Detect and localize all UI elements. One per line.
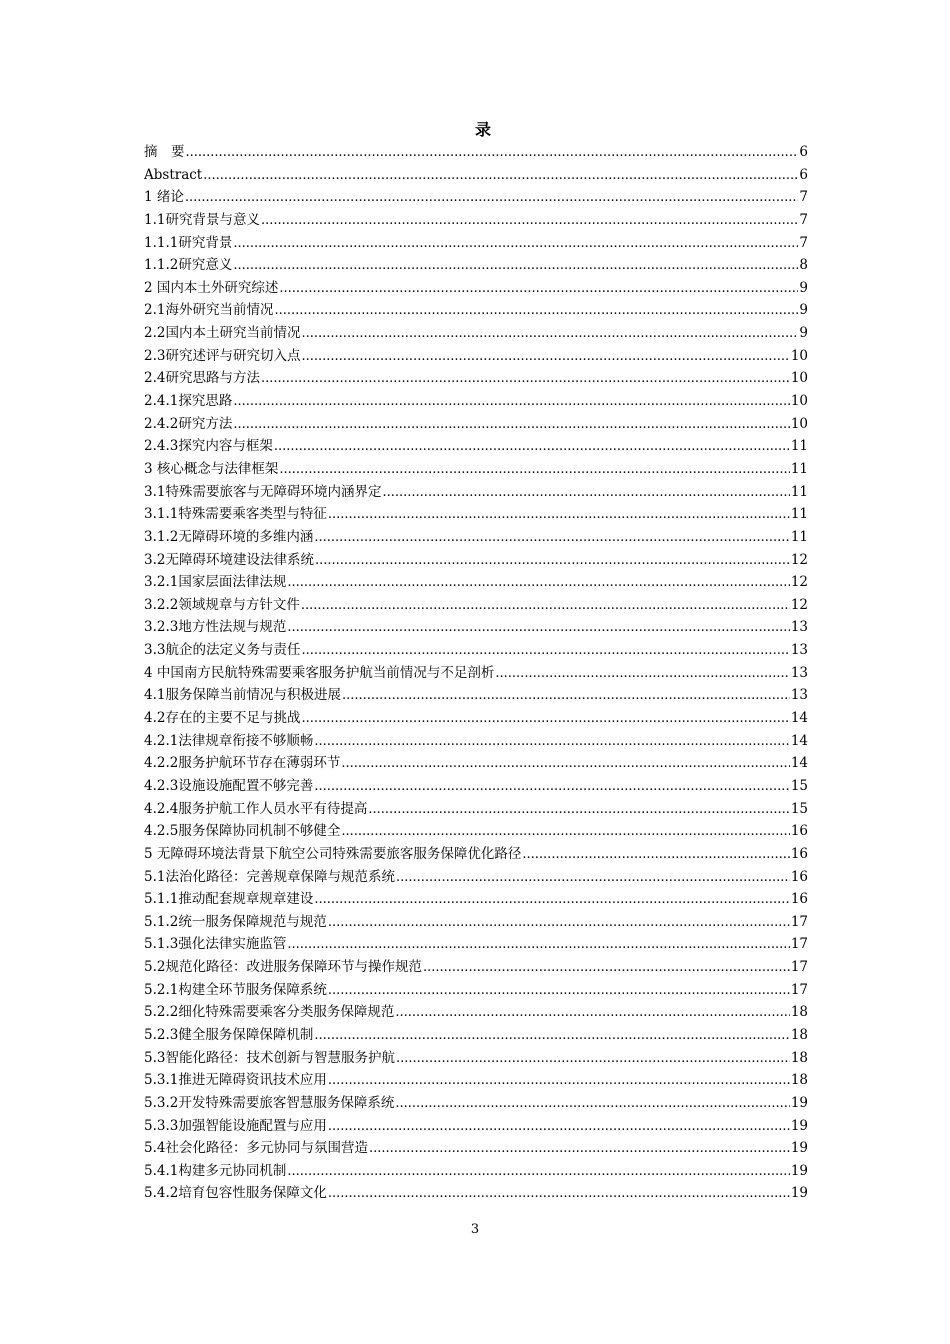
toc-entry-label: 5.1.1推动配套规章规章建设 [144,891,314,908]
toc-entry-label: 5.1法治化路径：完善规章保障与规范系统 [144,868,395,885]
toc-entry-label: 2 国内本土外研究综述 [144,279,279,296]
toc-dot-leader [314,731,789,753]
toc-entry-page-number: 19 [790,1094,808,1111]
toc-dot-leader [328,1116,790,1138]
toc-entry-label: 3.2无障碍环境建设法律系统 [144,551,314,568]
toc-entry-page-number: 6 [799,166,808,183]
toc-dot-leader [328,912,790,934]
toc-entry-page-number: 16 [790,891,808,908]
toc-entry[interactable] [144,186,808,209]
toc-entry-label: 1 绪论 [144,189,184,206]
toc-entry-page-number: 19 [790,1162,808,1179]
toc-entry-page-number: 13 [790,619,808,636]
toc-dot-leader [203,165,798,187]
toc-entry-page-number: 6 [799,144,808,160]
toc-dot-leader [328,1183,790,1205]
toc-entry-label: 4.2.2服务护航环节存在薄弱环节 [144,755,341,772]
toc-entry-label: 3.1特殊需要旅客与无障碍环境内涵界定 [144,483,382,500]
toc-entry-label: 5.1.3强化法律实施监管 [144,936,287,953]
toc-entry[interactable] [144,164,808,187]
toc-entry[interactable] [144,141,808,164]
toc-entry-label: 3.1.1特殊需要乘客类型与特征 [144,506,327,523]
toc-entry-label: 5.3.1推进无障碍资讯技术应用 [144,1072,327,1089]
toc-entry[interactable] [144,322,808,345]
toc-entry-page-number: 7 [799,234,808,251]
toc-dot-leader [341,821,789,843]
toc-entry-page-number: 10 [790,393,808,410]
toc-entry-label: 3.2.1国家层面法律法规 [144,574,287,591]
toc-dot-leader [314,1025,789,1047]
toc-entry[interactable] [144,209,808,232]
toc-dot-leader [395,1093,789,1115]
toc-dot-leader [287,572,789,594]
toc-entry-label: Abstract [144,166,203,183]
toc-entry-page-number: 7 [799,189,808,206]
toc-entry[interactable] [144,843,808,866]
toc-dot-leader [314,889,789,911]
toc-entry[interactable] [144,956,808,979]
toc-dot-leader [423,957,790,979]
toc-entry-page-number: 15 [790,800,808,817]
toc-entry[interactable] [144,888,808,911]
toc-entry-page-number: 14 [790,710,808,727]
toc-entry[interactable] [144,1024,808,1047]
toc-entry-page-number: 9 [799,325,808,342]
toc-entry-page-number: 17 [790,913,808,930]
toc-entry[interactable] [144,413,808,436]
toc-entry[interactable] [144,798,808,821]
toc-entry-page-number: 13 [790,687,808,704]
toc-entry-page-number: 12 [790,551,808,568]
toc-entry[interactable] [144,820,808,843]
toc-entry-page-number: 17 [790,936,808,953]
toc-entry-page-number: 15 [790,777,808,794]
toc-entry[interactable] [144,1137,808,1160]
toc-entry[interactable] [144,866,808,889]
toc-dot-leader [522,844,789,866]
toc-dot-leader [301,323,798,345]
toc-entry-label: 2.1海外研究当前情况 [144,302,274,319]
toc-entry-label: 5.2.1构建全环节服务保障系统 [144,981,327,998]
toc-entry-page-number: 16 [790,823,808,840]
toc-dot-leader [287,617,789,639]
toc-entry-label: 2.4研究思路与方法 [144,370,260,387]
page-number: 3 [470,1222,480,1237]
toc-entry[interactable] [144,1001,808,1024]
toc-entry-page-number: 19 [790,1185,808,1202]
toc-entry[interactable] [144,662,808,685]
toc-dot-leader [233,255,798,277]
toc-entry[interactable] [144,232,808,255]
toc-entry-page-number: 11 [790,483,808,500]
toc-title: 录 [474,120,491,139]
toc-entry-page-number: 16 [790,845,808,862]
toc-dot-leader [314,776,789,798]
toc-entry-label: 3.3航企的法定义务与责任 [144,642,301,659]
toc-entry[interactable] [144,1069,808,1092]
toc-entry-page-number: 18 [790,1026,808,1043]
toc-entry[interactable] [144,390,808,413]
toc-entry[interactable] [144,549,808,572]
toc-dot-leader [274,300,798,322]
toc-dot-leader [341,753,789,775]
toc-entry[interactable] [144,571,808,594]
toc-entry[interactable] [144,1047,808,1070]
toc-dot-leader [233,233,798,255]
toc-entry-page-number: 17 [790,981,808,998]
toc-entry[interactable] [144,299,808,322]
toc-entry-page-number: 8 [799,257,808,274]
toc-entry-label: 5 无障碍环境法背景下航空公司特殊需要旅客服务保障优化路径 [144,845,522,862]
toc-entry[interactable] [144,911,808,934]
toc-entry[interactable] [144,730,808,753]
toc-dot-leader [287,934,789,956]
table-of-contents [144,141,808,1205]
toc-dot-leader [328,1070,790,1092]
toc-entry-page-number: 10 [790,347,808,364]
toc-entry[interactable] [144,752,808,775]
toc-entry[interactable] [144,435,808,458]
toc-entry-page-number: 19 [790,1140,808,1157]
toc-entry-label: 5.1.2统一服务保障规范与规范 [144,913,327,930]
toc-entry[interactable] [144,639,808,662]
toc-entry[interactable] [144,526,808,549]
toc-entry[interactable] [144,1092,808,1115]
toc-entry-label: 2.2国内本土研究当前情况 [144,325,301,342]
toc-entry-page-number: 18 [790,1004,808,1021]
toc-entry-label: 2.3研究述评与研究切入点 [144,347,301,364]
toc-dot-leader [368,799,789,821]
toc-entry-page-number: 19 [790,1117,808,1134]
toc-entry-label: 5.4.1构建多元协同机制 [144,1162,287,1179]
toc-dot-leader [314,527,789,549]
toc-dot-leader [261,210,798,232]
toc-dot-leader [233,414,789,436]
toc-entry-label: 1.1.2研究意义 [144,257,233,274]
toc-entry-label: 4.2.1法律规章衔接不够顺畅 [144,732,314,749]
toc-entry-label: 3 核心概念与法律框架 [144,460,279,477]
toc-entry-label: 4.2.3设施设施配置不够完善 [144,777,314,794]
toc-entry-label: 5.2.3健全服务保障保障机制 [144,1026,314,1043]
toc-dot-leader [233,391,789,413]
toc-entry-page-number: 14 [790,732,808,749]
toc-entry-page-number: 10 [790,370,808,387]
toc-entry-label: 1.1.1研究背景 [144,234,233,251]
toc-entry-label: 2.4.1探究思路 [144,393,233,410]
toc-entry-page-number: 7 [799,211,808,228]
toc-entry-label: 4 中国南方民航特殊需要乘客服务护航当前情况与不足剖析 [144,664,495,681]
toc-entry-page-number: 14 [790,755,808,772]
toc-entry-label: 5.2.2细化特殊需要乘客分类服务保障规范 [144,1004,395,1021]
toc-entry[interactable] [144,933,808,956]
toc-entry-page-number: 13 [790,642,808,659]
toc-dot-leader [342,685,790,707]
toc-dot-leader [186,142,799,164]
toc-entry[interactable] [144,458,808,481]
toc-entry-page-number: 13 [790,664,808,681]
toc-entry[interactable] [144,616,808,639]
toc-dot-leader [301,346,789,368]
toc-entry[interactable] [144,707,808,730]
toc-entry-page-number: 11 [790,438,808,455]
toc-entry[interactable] [144,1182,808,1205]
toc-entry-label: 4.2.5服务保障协同机制不够健全 [144,823,341,840]
toc-dot-leader [396,867,790,889]
toc-entry-label: 5.4社会化路径：多元协同与氛围营造 [144,1140,368,1157]
toc-entry-label: 2.4.2研究方法 [144,415,233,432]
toc-entry-label: 4.2.4服务护航工作人员水平有待提高 [144,800,368,817]
toc-dot-leader [315,550,790,572]
toc-entry-page-number: 11 [790,460,808,477]
toc-entry-page-number: 10 [790,415,808,432]
toc-dot-leader [395,1002,789,1024]
toc-dot-leader [274,436,790,458]
toc-entry[interactable] [144,503,808,526]
toc-entry[interactable] [144,775,808,798]
toc-entry-label: 摘 要 [144,144,185,160]
toc-entry-label: 5.3.2开发特殊需要旅客智慧服务保障系统 [144,1094,395,1111]
toc-dot-leader [279,278,798,300]
toc-entry[interactable] [144,277,808,300]
toc-entry-label: 1.1研究背景与意义 [144,211,260,228]
toc-entry-page-number: 11 [790,506,808,523]
toc-dot-leader [369,1138,790,1160]
toc-dot-leader [301,595,790,617]
toc-entry-label: 3.2.3地方性法规与规范 [144,619,287,636]
toc-entry[interactable] [144,684,808,707]
toc-entry-label: 3.2.2领域规章与方针文件 [144,596,300,613]
toc-dot-leader [396,1048,790,1070]
toc-entry-page-number: 18 [790,1072,808,1089]
toc-dot-leader [287,1161,789,1183]
toc-dot-leader [328,980,790,1002]
toc-dot-leader [279,459,789,481]
toc-entry[interactable] [144,1160,808,1183]
toc-entry-page-number: 16 [790,868,808,885]
toc-entry-label: 2.4.3探究内容与框架 [144,438,273,455]
toc-entry[interactable] [144,1115,808,1138]
toc-entry[interactable] [144,481,808,504]
toc-entry[interactable] [144,594,808,617]
toc-entry-page-number: 11 [790,528,808,545]
toc-dot-leader [382,482,789,504]
toc-entry-label: 5.3智能化路径：技术创新与智慧服务护航 [144,1049,395,1066]
toc-entry[interactable] [144,367,808,390]
toc-entry[interactable] [144,345,808,368]
toc-entry-label: 3.1.2无障碍环境的多维内涵 [144,528,314,545]
toc-entry-page-number: 17 [790,959,808,976]
toc-entry-label: 5.4.2培育包容性服务保障文化 [144,1185,327,1202]
toc-dot-leader [301,708,789,730]
toc-entry-label: 5.2规范化路径：改进服务保障环节与操作规范 [144,959,422,976]
toc-entry-page-number: 18 [790,1049,808,1066]
toc-entry-label: 5.3.3加强智能设施配置与应用 [144,1117,327,1134]
toc-entry-page-number: 9 [799,279,808,296]
toc-entry[interactable] [144,254,808,277]
toc-dot-leader [328,504,790,526]
toc-entry-label: 4.1服务保障当前情况与积极进展 [144,687,341,704]
toc-dot-leader [301,640,789,662]
toc-entry[interactable] [144,979,808,1002]
toc-entry-page-number: 9 [799,302,808,319]
toc-dot-leader [261,368,790,390]
toc-dot-leader [185,187,799,209]
toc-entry-page-number: 12 [790,574,808,591]
toc-entry-label: 4.2存在的主要不足与挑战 [144,710,301,727]
toc-dot-leader [495,663,789,685]
toc-entry-page-number: 12 [790,596,808,613]
